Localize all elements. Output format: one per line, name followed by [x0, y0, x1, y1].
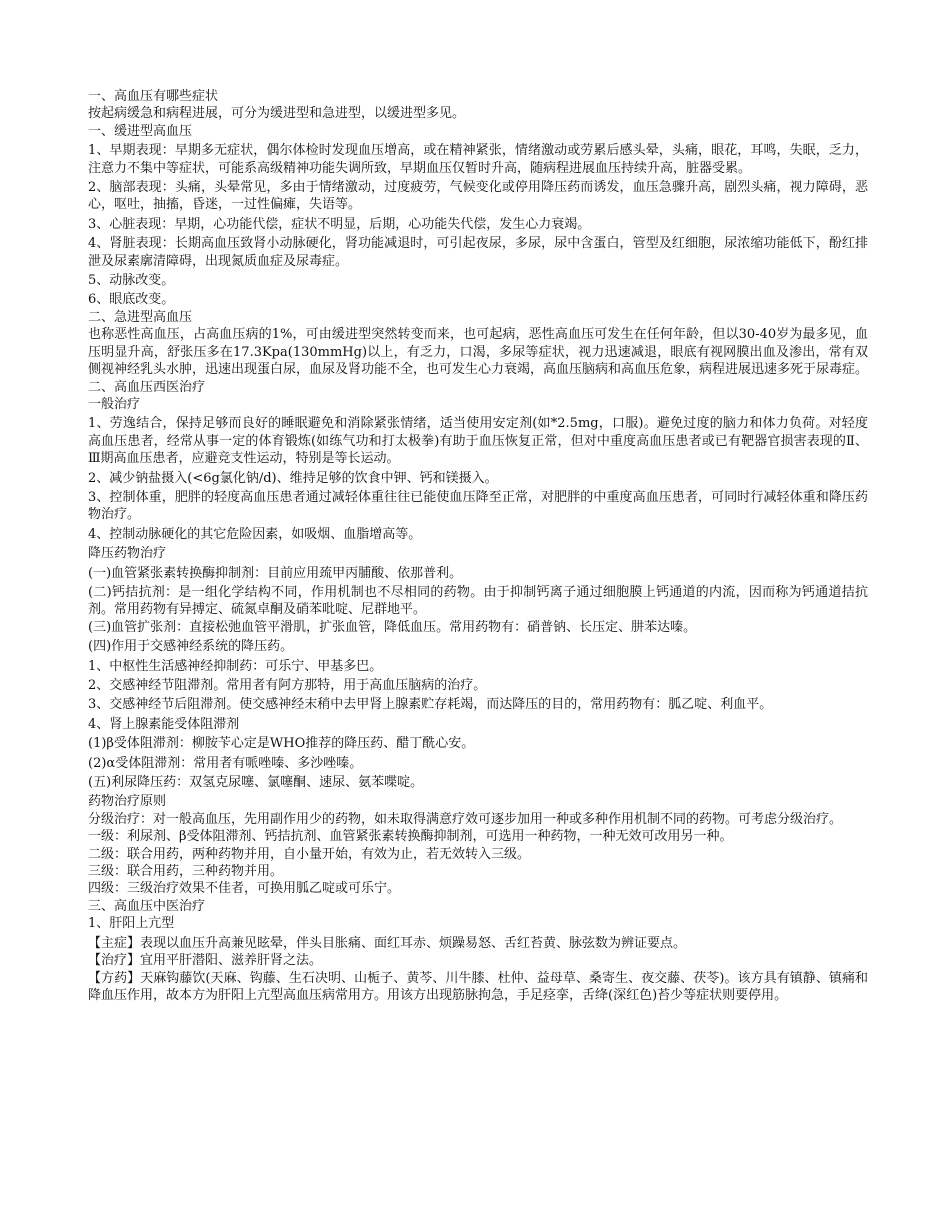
paragraph-level-two: 二级：联合用药，两种药物并用，自小量开始，有效为止，若无效转入三级。: [88, 846, 531, 862]
heading-general-treatment: 一般治疗: [88, 396, 141, 412]
intro-paragraph: 按起病缓急和病程进展，可分为缓进型和急进型，以缓进型多见。: [88, 106, 466, 122]
paragraph-malignant: 也称恶性高血压，占高血压病的1%，可由缓进型突然转变而来，也可起病，恶性高血压可发生在任何年龄，但以30-40岁为最多见，血压明显升高，舒张压多在17.3Kpa(130mmHg)以上，有乏力，口渴，多尿等症状，视力迅速减退，眼底有视网膜出血及渗出，常有双侧视神经乳头水肿，迅速出现蛋白尿，血尿及肾功能不全，也可发生心力衰竭，高血压脑病和高血压危象，病程进展迅速多死于尿毒症。: [88, 327, 869, 378]
paragraph-calcium-antagonists: (二)钙拮抗剂：是一组化学结构不同，作用机制也不尽相同的药物。由于抑制钙离子通过细胞膜上钙通道的内流，因而称为钙通道拮抗剂。常用药物有异搏定、硫氮卓酮及硝苯吡啶、尼群地平。: [88, 584, 868, 618]
heading-tcm-treatment: 三、高血压中医治疗: [88, 898, 206, 914]
paragraph-rest-balance: 1、劳逸结合，保持足够而良好的睡眠避免和消除紧张情绪，适当使用安定剂(如*2.5mg，口服)。避免过度的脑力和体力负荷。对轻度高血压患者，经常从事一定的体育锻炼(如练气功和打太极拳)有助于血压恢复正常，但对中重度高血压患者或已有靶器官损害表现的Ⅱ、Ⅲ期高血压患者，应避竞支性运动，特别是等长运动。: [88, 416, 868, 467]
paragraph-diuretics: (五)利尿降压药：双氢克尿噻、氯噻酮、速尿、氨苯喋啶。: [88, 775, 424, 791]
paragraph-beta-blockers: (1)β受体阻滞剂：柳胺苄心定是WHO推荐的降压药、醋丁酰心安。: [88, 736, 475, 752]
heading-liver-yang-type: 1、肝阳上亢型: [88, 916, 175, 932]
paragraph-prescription: 【方药】天麻钩藤饮(天麻、钩藤、生石决明、山栀子、黄芩、川牛膝、杜仲、益母草、桑寄生、夜交藤、茯苓)。该方具有镇静、镇痛和降血压作用，故本方为肝阳上亢型高血压病常用方。用该方出现筋脉拘急，手足痉挛，舌绛(深红色)苔少等症状则要停用。: [88, 970, 868, 1003]
paragraph-ace-inhibitors: (一)血管紧张素转换酶抑制剂：目前应用巯甲丙脯酸、依那普利。: [88, 565, 463, 581]
paragraph-sympathetic-drugs: (四)作用于交感神经系统的降压药。: [88, 639, 294, 655]
paragraph-treatment-method: 【治疗】宜用平肝潜阳、滋养肝肾之法。: [88, 953, 323, 969]
heading-fast-type: 二、急进型高血压: [88, 309, 193, 325]
paragraph-level-four: 四级：三级治疗效果不佳者，可换用胍乙啶或可乐宁。: [88, 881, 401, 897]
heading-symptoms: 一、高血压有哪些症状: [88, 89, 219, 104]
paragraph-risk-factors: 4、控制动脉硬化的其它危险因素，如吸烟、血脂增高等。: [88, 526, 422, 542]
paragraph-heart-signs: 3、心脏表现：早期，心功能代偿，症状不明显，后期，心功能失代偿，发生心力衰竭。: [88, 216, 591, 232]
document-page: [88, 88, 868, 1004]
paragraph-postganglionic-blockers: 3、交感神经节后阻滞剂。使交感神经末稍中去甲肾上腺素贮存耗竭，而达降压的目的，常用药物有：胍乙啶、利血平。: [88, 697, 773, 713]
paragraph-stepwise-treatment: 分级治疗：对一般高血压，先用副作用少的药物，如未取得满意疗效可逐步加用一种或多种作用机制不同的药物。可考虑分级治疗。: [88, 811, 843, 827]
paragraph-artery-changes: 5、动脉改变。: [88, 273, 175, 289]
paragraph-central-inhibitors: 1、中枢性生活感神经抑制药：可乐宁、甲基多巴。: [88, 658, 383, 674]
paragraph-alpha-blockers: (2)α受体阻滞剂：常用者有哌唑嗪、多沙唑嗪。: [88, 755, 363, 771]
paragraph-ganglion-blockers: 2、交感神经节阻滞剂。常用者有阿方那特，用于高血压脑病的治疗。: [88, 678, 487, 693]
paragraph-weight-control: 3、控制体重，肥胖的轻度高血压患者通过减轻体重往往已能使血压降至正常，对肥胖的中重度高血压患者，可同时行减轻体重和降压药物治疗。: [88, 489, 868, 523]
paragraph-early-signs: 1、早期表现：早期多无症状，偶尔体检时发现血压增高，或在精神紧张，情绪激动或劳累后感头晕，头痛，眼花，耳鸣，失眠，乏力，注意力不集中等症状，可能系高级精神功能失调所致，早期血压仅暂时升高，随病程进展血压持续升高，脏器受累。: [88, 143, 868, 176]
paragraph-salt-intake: 2、减少钠盐摄入(<6g氯化钠/d)、维持足够的饮食中钾、钙和镁摄入。: [88, 470, 498, 486]
paragraph-level-three: 三级：联合用药，三种药物并用。: [88, 864, 284, 880]
heading-western-treatment: 二、高血压西医治疗: [88, 379, 206, 395]
paragraph-vasodilators: (三)血管扩张剂：直接松弛血管平滑肌，扩张血管，降低血压。常用药物有：硝普钠、长压定、肼苯达嗪。: [88, 619, 697, 635]
heading-treatment-principles: 药物治疗原则: [88, 794, 167, 810]
paragraph-brain-signs: 2、脑部表现：头痛，头晕常见，多由于情绪激动，过度疲劳，气候变化或停用降压药而诱发，血压急骤升高，剧烈头痛，视力障碍，恶心，呕吐，抽搐，昏迷，一过性偏瘫，失语等。: [88, 180, 868, 213]
paragraph-main-symptoms: 【主症】表现以血压升高兼见眩晕，伴头目胀痛、面红耳赤、烦躁易怒、舌红苔黄、脉弦数为辨证要点。: [88, 935, 687, 951]
paragraph-level-one: 一级：利尿剂、β受体阻滞剂、钙拮抗剂、血管紧张素转换酶抑制剂，可选用一种药物，一种无效可改用另一种。: [88, 829, 733, 845]
heading-slow-type: 一、缓进型高血压: [88, 123, 193, 139]
paragraph-adrenergic-blockers: 4、肾上腺素能受体阻滞剂: [88, 716, 240, 732]
paragraph-kidney-signs: 4、肾脏表现：长期高血压致肾小动脉硬化，肾功能减退时，可引起夜尿，多尿，尿中含蛋白，管型及红细胞，尿浓缩功能低下，酚红排泄及尿素廓清障碍，出现氮质血症及尿毒症。: [88, 236, 868, 269]
heading-drug-treatment: 降压药物治疗: [88, 546, 167, 562]
paragraph-fundus-changes: 6、眼底改变。: [88, 292, 175, 308]
